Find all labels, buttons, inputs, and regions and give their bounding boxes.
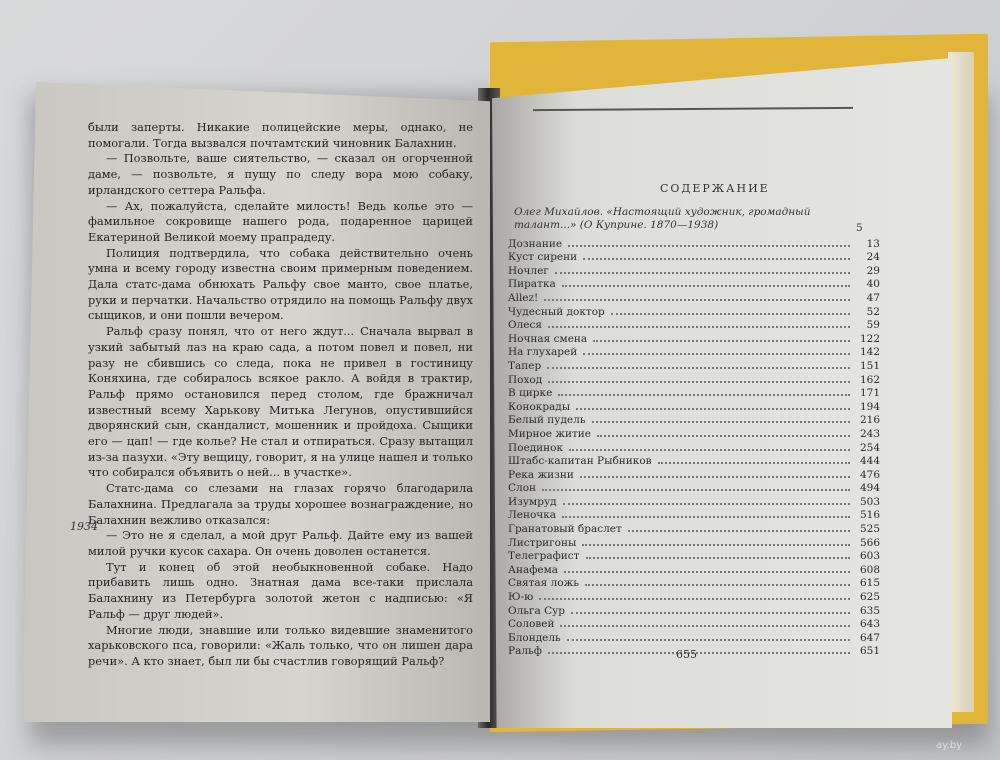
toc-page-number: 52 bbox=[866, 305, 880, 318]
watermark: ay.by bbox=[936, 740, 963, 751]
toc-title: Телеграфист bbox=[508, 550, 580, 563]
toc-title: В цирке bbox=[508, 387, 553, 400]
toc-leader-dots bbox=[571, 612, 850, 614]
toc-entry bbox=[508, 426, 880, 440]
toc-title: Ральф bbox=[508, 645, 542, 658]
paragraph: были заперты. Никакие полицейские меры, однако, не помогали. Тогда вызвался почтамтский чиновник Балахнин. bbox=[88, 120, 473, 150]
toc-leader-dots bbox=[563, 503, 850, 505]
toc-title: Анафема bbox=[508, 563, 559, 576]
toc-title: Чудесный доктор bbox=[508, 305, 605, 318]
toc-leader-dots bbox=[582, 544, 850, 546]
toc-title: Соловей bbox=[508, 618, 555, 631]
toc-page-number: 194 bbox=[859, 400, 880, 413]
toc-leader-dots bbox=[592, 421, 850, 423]
toc-title: Конокрады bbox=[508, 400, 571, 413]
toc-title: Олеся bbox=[508, 319, 542, 332]
contents-intro: Олег Михайлов. «Настоящий художник, громадный талант...» (О Куприне. 1870—1938) bbox=[514, 206, 811, 231]
toc-title: Ночная смена bbox=[508, 332, 588, 345]
toc-entry bbox=[508, 358, 880, 372]
toc-title: Ю-ю bbox=[508, 591, 534, 604]
toc-entry bbox=[508, 263, 880, 277]
paragraph: — Это не я сделал, а мой друг Ральф. Дайте ему из вашей милой ручки кусок сахара. Он очень доволен останется. bbox=[88, 528, 473, 558]
toc-entry bbox=[508, 589, 880, 603]
toc-page-number: 615 bbox=[859, 577, 880, 590]
toc-title: Тапер bbox=[508, 359, 542, 372]
toc-entry bbox=[508, 454, 880, 468]
toc-page-number: 171 bbox=[859, 387, 880, 400]
toc-entry bbox=[508, 576, 880, 590]
toc-leader-dots bbox=[569, 449, 850, 451]
toc-page-number: 647 bbox=[859, 631, 880, 644]
toc-entry bbox=[508, 603, 880, 617]
paragraph: Тут и конец об этой необыкновенной собаке. Надо прибавить лишь одно. Знатная дама все-таки прислала Балахнину из Петербурга золотой жетон с надписью: «Я Ральф — друг людей». bbox=[88, 559, 473, 621]
toc-leader-dots bbox=[583, 258, 850, 260]
toc-page-number: 444 bbox=[859, 455, 880, 468]
paragraph: — Ах, пожалуйста, сделайте милость! Ведь колье это — фамильное сокровище нашего рода, подаренное царицей Екатериной Великой моему прапрадеду. bbox=[88, 198, 473, 244]
toc-leader-dots bbox=[564, 571, 850, 573]
toc-page-number: 516 bbox=[859, 509, 880, 522]
toc-title: Листригоны bbox=[508, 536, 577, 549]
table-of-contents bbox=[508, 236, 880, 657]
toc-leader-dots bbox=[586, 557, 851, 559]
toc-entry bbox=[508, 318, 880, 332]
left-page-text bbox=[88, 120, 473, 670]
toc-entry bbox=[508, 304, 880, 318]
toc-page-number: 603 bbox=[859, 550, 880, 563]
toc-entry bbox=[508, 467, 880, 481]
toc-title: Белый пудель bbox=[508, 414, 586, 427]
toc-leader-dots bbox=[593, 340, 850, 342]
toc-page-number: 142 bbox=[859, 346, 880, 359]
toc-entry bbox=[508, 549, 880, 563]
toc-entry bbox=[508, 481, 880, 495]
toc-leader-dots bbox=[576, 408, 850, 410]
toc-page-number: 59 bbox=[866, 319, 880, 332]
toc-entry bbox=[508, 413, 880, 427]
paragraph: Многие люди, знавшие или только видевшие знаменитого харьковского пса, говорили: «Жаль только, что он лишен дара речи». А кто знает, был ли бы счастлив говорящий Ральф? bbox=[88, 622, 473, 668]
toc-entry bbox=[508, 277, 880, 291]
toc-page-number: 651 bbox=[859, 645, 880, 658]
toc-leader-dots bbox=[658, 462, 850, 464]
toc-entry bbox=[508, 562, 880, 576]
toc-leader-dots bbox=[628, 530, 850, 532]
toc-leader-dots bbox=[562, 516, 850, 518]
toc-title: Слон bbox=[508, 482, 537, 495]
toc-leader-dots bbox=[548, 381, 850, 383]
toc-entry bbox=[508, 399, 880, 413]
toc-page-number: 24 bbox=[866, 251, 880, 264]
toc-entry bbox=[508, 386, 880, 400]
paragraph: Статс-дама со слезами на глазах горячо благодарила Балахнина. Предлагала за труды хорошее вознаграждение, но Балахнин вежливо отказался: bbox=[88, 481, 473, 527]
toc-page-number: 162 bbox=[859, 373, 880, 386]
toc-entry bbox=[508, 535, 880, 549]
toc-leader-dots bbox=[560, 625, 850, 627]
toc-title: Гранатовый браслет bbox=[508, 523, 622, 536]
paragraph: Ральф сразу понял, что от него ждут... Сначала вырвал в узкий забытый лаз на краю сада, а потом повел и повел, ни разу не сбившись со следа, пока не привел в гостиницу Коняхина, где собиралось всякое ракло. А войдя в трактир, Ральф прямо остановился перед столом, где бражничал известный всему Харькову Митька Легунов, опустившийся дворянский сын, скандалист, мошенник и пройдоха. Сыщики его — цап! — где колье? Не стал и отпираться. Сразу вытащил из-за пазухи. «Эту вещицу, говорит, я на улице нашел и только что собирался объявить о ней... в участке». bbox=[88, 324, 473, 480]
toc-page-number: 243 bbox=[859, 427, 880, 440]
toc-leader-dots bbox=[547, 367, 850, 369]
toc-entry bbox=[508, 494, 880, 508]
toc-title: Река жизни bbox=[508, 468, 574, 481]
toc-page-number: 40 bbox=[866, 278, 880, 291]
toc-leader-dots bbox=[542, 489, 850, 491]
toc-page-number: 47 bbox=[866, 291, 880, 304]
toc-leader-dots bbox=[558, 394, 850, 396]
toc-leader-dots bbox=[544, 299, 850, 301]
toc-leader-dots bbox=[580, 476, 850, 478]
paragraph: — Позвольте, ваше сиятельство, — сказал он огорченной даме, — позвольте, я пущу по следу вора мою собаку, ирландского сеттера Ральфа. bbox=[88, 151, 473, 197]
toc-page-number: 216 bbox=[859, 414, 880, 427]
contents-heading: СОДЕРЖАНИЕ bbox=[660, 182, 770, 195]
toc-leader-dots bbox=[562, 285, 850, 287]
toc-entry bbox=[508, 345, 880, 359]
toc-leader-dots bbox=[548, 652, 850, 654]
toc-entry bbox=[508, 250, 880, 264]
toc-leader-dots bbox=[567, 639, 850, 641]
toc-title: Штабс-капитан Рыбников bbox=[508, 455, 652, 468]
toc-title: Куст сирени bbox=[508, 251, 578, 264]
toc-page-number: 625 bbox=[859, 591, 880, 604]
page-number: 655 bbox=[676, 648, 697, 661]
toc-page-number: 254 bbox=[859, 441, 880, 454]
toc-leader-dots bbox=[568, 245, 850, 247]
toc-page-number: 151 bbox=[859, 359, 880, 372]
toc-entry bbox=[508, 290, 880, 304]
toc-page-number: 643 bbox=[859, 618, 880, 631]
toc-entry bbox=[508, 331, 880, 345]
toc-entry bbox=[508, 508, 880, 522]
toc-entry bbox=[508, 521, 880, 535]
toc-title: Ночлег bbox=[508, 264, 549, 277]
toc-entry bbox=[508, 630, 880, 644]
toc-leader-dots bbox=[611, 313, 850, 315]
toc-page-number: 566 bbox=[859, 536, 880, 549]
toc-entry bbox=[508, 372, 880, 386]
toc-title: На глухарей bbox=[508, 346, 578, 359]
toc-leader-dots bbox=[597, 435, 850, 437]
toc-page-number: 635 bbox=[859, 604, 880, 617]
toc-title: Леночка bbox=[508, 509, 557, 522]
toc-leader-dots bbox=[583, 353, 850, 355]
left-page-year: 1934 bbox=[70, 520, 98, 533]
toc-page-number: 476 bbox=[859, 468, 880, 481]
toc-leader-dots bbox=[585, 584, 850, 586]
toc-title: Поход bbox=[508, 373, 543, 386]
toc-leader-dots bbox=[555, 272, 850, 274]
toc-entry bbox=[508, 440, 880, 454]
toc-page-number: 503 bbox=[859, 495, 880, 508]
toc-page-number: 494 bbox=[859, 482, 880, 495]
contents-intro-page: 5 bbox=[856, 222, 863, 234]
toc-title: Блондель bbox=[508, 631, 561, 644]
toc-title: Изумруд bbox=[508, 495, 557, 508]
toc-page-number: 13 bbox=[866, 237, 880, 250]
toc-title: Пиратка bbox=[508, 278, 556, 291]
toc-title: Поединок bbox=[508, 441, 564, 454]
toc-leader-dots bbox=[548, 326, 850, 328]
toc-page-number: 608 bbox=[859, 563, 880, 576]
paragraph: Полиция подтвердила, что собака действительно очень умна и всему городу известна своим примерным поведением. Дала статс-дама обнюхать Ральфу свое манто, свое платье, руки и перчатки. Начальство отрядило на помощь Ральфу двух сыщиков, и они пошли вечером. bbox=[88, 245, 473, 323]
toc-title: Дознание bbox=[508, 237, 563, 250]
toc-title: Ольга Сур bbox=[508, 604, 566, 617]
toc-entry bbox=[508, 617, 880, 631]
toc-page-number: 29 bbox=[866, 264, 880, 277]
toc-leader-dots bbox=[539, 598, 850, 600]
toc-entry bbox=[508, 236, 880, 250]
toc-title: Святая ложь bbox=[508, 577, 579, 590]
toc-title: Allez! bbox=[508, 291, 539, 304]
toc-page-number: 122 bbox=[859, 332, 880, 345]
toc-page-number: 525 bbox=[859, 523, 880, 536]
toc-title: Мирное житие bbox=[508, 427, 592, 440]
